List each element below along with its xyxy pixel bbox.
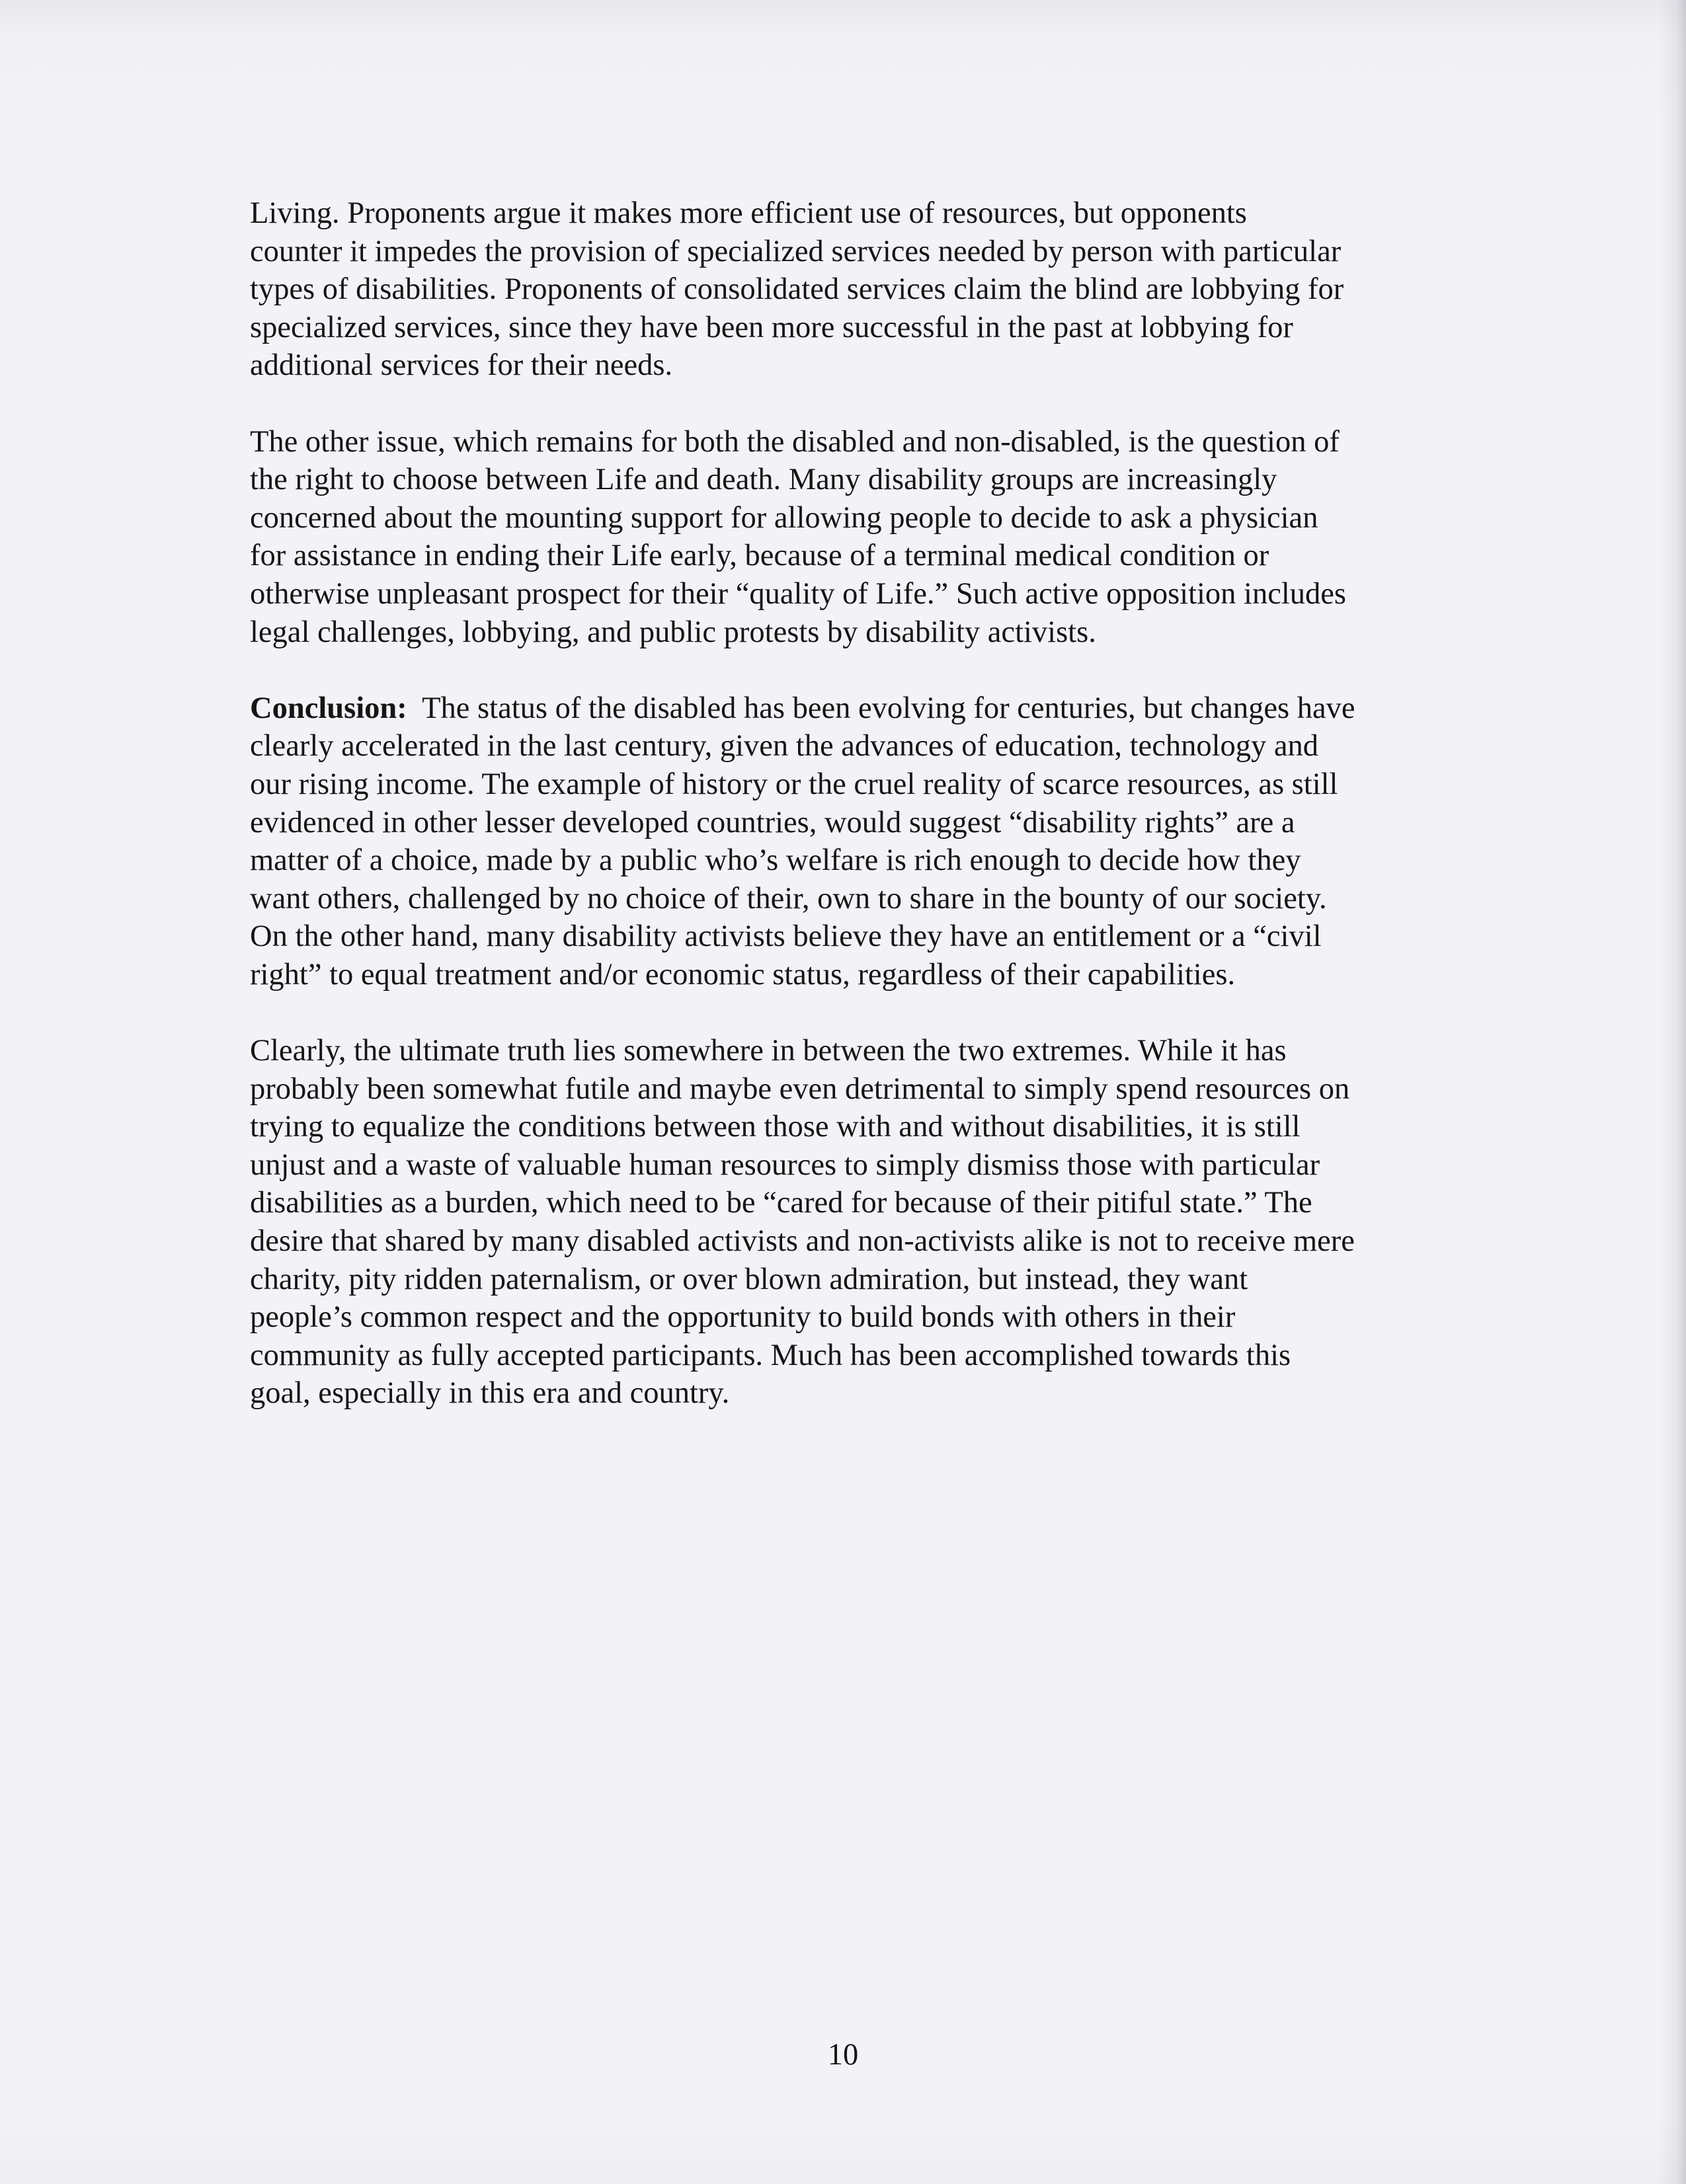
text-line: [250, 689, 1440, 728]
text-line: for assistance in ending their Life early, because of a terminal medical condition or: [250, 539, 1269, 573]
text-line: probably been somewhat futile and maybe even detrimental to simply spend resources on: [250, 1072, 1350, 1106]
text-line: otherwise unpleasant prospect for their “quality of Life.” Such active opposition includes: [250, 576, 1347, 611]
text-line: right” to equal treatment and/or economic status, regardless of their capabilities.: [250, 957, 1236, 992]
text-line: unjust and a waste of valuable human resources to simply dismiss those with particular: [250, 1148, 1320, 1182]
text-line: want others, challenged by no choice of their, own to share in the bounty of our society.: [250, 881, 1327, 916]
text-line: The other issue, which remains for both the disabled and non-disabled, is the question of: [250, 424, 1340, 459]
text-line: clearly accelerated in the last century, given the advances of education, technology and: [250, 729, 1319, 763]
text-line: goal, especially in this era and country.: [250, 1376, 730, 1411]
text-line: charity, pity ridden paternalism, or over blown admiration, but instead, they want: [250, 1262, 1248, 1296]
text-line: types of disabilities. Proponents of consolidated services claim the blind are lobbying for: [250, 272, 1344, 307]
text-line: people’s common respect and the opportunity to build bonds with others in their: [250, 1300, 1236, 1335]
paragraph-conclusion: [250, 689, 1440, 994]
text-line: desire that shared by many disabled activists and non-activists alike is not to receive mere: [250, 1224, 1355, 1259]
conclusion-first-line-text: The status of the disabled has been evolving for centuries, but changes have: [407, 691, 1355, 725]
text-line: community as fully accepted participants. Much has been accomplished towards this: [250, 1338, 1291, 1372]
page-edge-shadow: [1660, 0, 1686, 2184]
text-line: Clearly, the ultimate truth lies somewhere in between the two extremes. While it has: [250, 1034, 1287, 1068]
text-line: On the other hand, many disability activists believe they have an entitlement or a “civil: [250, 919, 1322, 954]
text-line: legal challenges, lobbying, and public protests by disability activists.: [250, 615, 1096, 649]
text-line: counter it impedes the provision of specialized services needed by person with particular: [250, 234, 1342, 268]
text-line: the right to choose between Life and death. Many disability groups are increasingly: [250, 463, 1277, 497]
text-line: additional services for their needs.: [250, 348, 673, 383]
paragraph-right-to-choose: [250, 423, 1440, 652]
text-line: specialized services, since they have been more successful in the past at lobbying for: [250, 310, 1293, 344]
paragraph-independent-living: [250, 194, 1440, 385]
text-line: concerned about the mounting support for allowing people to decide to ask a physician: [250, 500, 1318, 535]
text-line: trying to equalize the conditions between those with and without disabilities, it is still: [250, 1110, 1301, 1144]
page-number: 10: [827, 2038, 859, 2072]
text-line: disabilities as a burden, which need to be “cared for because of their pitiful state.” The: [250, 1186, 1312, 1220]
text-line: matter of a choice, made by a public who’s welfare is rich enough to decide how they: [250, 843, 1301, 878]
text-line: Living. Proponents argue it makes more efficient use of resources, but opponents: [250, 196, 1247, 230]
conclusion-heading: Conclusion:: [250, 691, 407, 725]
text-line: evidenced in other lesser developed countries, would suggest “disability rights” are a: [250, 805, 1295, 839]
paragraph-ultimate-truth: [250, 1032, 1440, 1413]
document-body: [250, 194, 1440, 1413]
text-line: our rising income. The example of history or the cruel reality of scarce resources, as still: [250, 767, 1338, 801]
